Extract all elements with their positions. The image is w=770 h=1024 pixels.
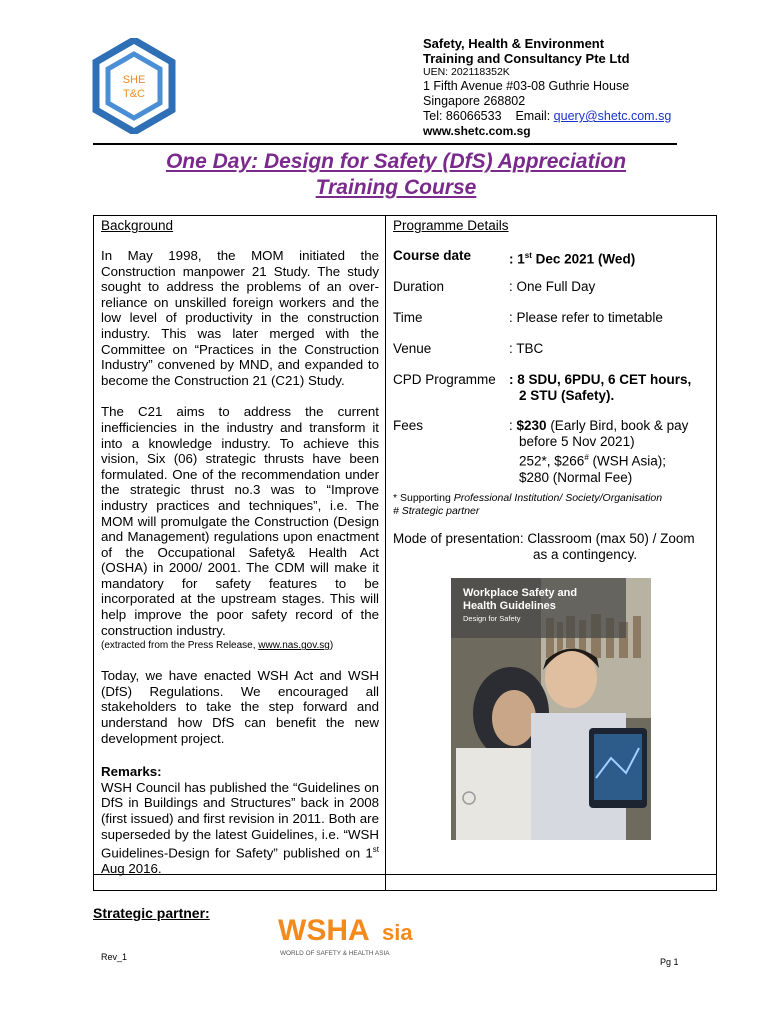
document-title	[93, 149, 699, 201]
row-fees	[393, 418, 723, 484]
table-border-left	[93, 215, 94, 891]
press-release-note	[101, 640, 379, 652]
wsh-asia-logo	[278, 910, 430, 958]
remarks-end: Aug 2016.	[101, 861, 162, 877]
background-heading: Background	[101, 218, 174, 233]
footnote1-prefix: * Supporting	[393, 492, 454, 504]
header-divider	[93, 143, 677, 145]
cpd-line2: 2 STU (Safety).	[519, 388, 615, 403]
table-border-top	[93, 215, 717, 216]
book-title-line1: Workplace Safety and	[463, 587, 578, 599]
venue-value: : TBC	[509, 341, 544, 356]
wsh-logo-sia: sia	[382, 920, 413, 945]
page-number: Pg 1	[660, 957, 679, 967]
company-website[interactable]: www.shetc.com.sg	[423, 124, 531, 138]
duration-value: : One Full Day	[509, 279, 596, 294]
course-date-value	[509, 248, 719, 268]
mode-line2: as a contingency.	[533, 547, 638, 562]
cpd-line1: : 8 SDU, 6PDU, 6 CET hours,	[509, 372, 692, 387]
footnotes	[393, 492, 723, 518]
course-date-rest: Dec 2021 (Wed)	[531, 251, 636, 267]
note-prefix: (extracted from the Press Release,	[101, 640, 259, 652]
company-contact	[423, 109, 723, 124]
company-info	[423, 36, 723, 139]
title-line1: One Day: Design for Safety (DfS) Appreciation	[165, 150, 627, 173]
remarks-body: WSH Council has published the “Guidelines on DfS in Buildings and Structures” back in 2008 (first issued) and first revision in 2011. Both are superseded by the latest Guidelines, i.e. “WSH Guidelines-Design for Safety” published on 1	[101, 779, 379, 861]
logo-text-tc: T&C	[123, 88, 145, 100]
time-value: : Please refer to timetable	[509, 310, 663, 325]
fees-line3a: 252*, $266	[519, 453, 585, 469]
email-link[interactable]: query@shetc.com.sg	[553, 109, 672, 123]
company-address2: Singapore 268802	[423, 94, 526, 108]
revision-label: Rev_1	[101, 952, 128, 962]
fees-line3-sup: #	[584, 453, 589, 462]
duration-label: Duration	[393, 279, 445, 294]
course-date-sup: st	[524, 251, 532, 260]
venue-label: Venue	[393, 341, 432, 356]
background-section	[101, 248, 379, 877]
company-name-line1: Safety, Health & Environment	[423, 36, 605, 51]
book-subtitle: Design for Safety	[463, 614, 521, 623]
strategic-partner-label: Strategic partner:	[93, 905, 210, 921]
footnote1-italic: Professional Institution/ Society/Organisation	[453, 492, 663, 504]
course-date-prefix: : 1	[509, 251, 525, 267]
cpd-value	[509, 372, 719, 404]
note-suffix: )	[329, 640, 334, 652]
company-tel: Tel: 86066533	[423, 109, 502, 123]
nas-link[interactable]: www.nas.gov.sg	[258, 640, 330, 652]
remarks-heading: Remarks:	[101, 764, 162, 780]
time-label: Time	[393, 310, 423, 325]
background-para2: The C21 aims to address the current inefficiencies in the industry and transform it into a knowledge industry. To achieve this vision, Six (06) strategic thrusts have been formulated. One of the recommendation under the strategic thrust no.3 was to “Improve industry practices and techniques”, i.e. The MOM will promulgate the Construction (Design and Management) regulations upon enactment of the Occupational Safety& Health Act (OSHA) in 2000/ 2001. The CDM will make it mandatory for safety features to be incorporated at the upstream stages. This will help improve the poor safety record of the construction industry.	[101, 404, 379, 638]
wsh-logo-tagline: WORLD OF SAFETY & HEALTH ASIA	[280, 950, 390, 957]
course-date-label: Course date	[393, 248, 472, 263]
email-label: Email:	[515, 109, 551, 123]
background-para3: Today, we have enacted WSH Act and WSH (DfS) Regulations. We encouraged all stakeholders to take the step forward and understand how DfS can benefit the new development project.	[101, 668, 379, 746]
company-name-line2: Training and Consultancy Pte Ltd	[423, 51, 630, 66]
fees-prefix: :	[509, 418, 517, 433]
remarks-text	[101, 780, 379, 877]
wsh-logo-main: WSHA	[278, 914, 370, 947]
fees-line2: before 5 Nov 2021)	[519, 434, 635, 449]
table-border-bottom	[93, 890, 717, 891]
footnote2: # Strategic partner	[393, 505, 480, 517]
background-para1: In May 1998, the MOM initiated the Construction manpower 21 Study. The study sought to address the problems of an over-reliance on unskilled foreign workers and the low level of productivity in the construction industry. This was later merged with the Committee on “Practices in the Construction Industry” convened by MND, and expanded to become the Construction 21 (C21) Study.	[101, 248, 379, 388]
book-title-line2: Health Guidelines	[463, 600, 556, 612]
mode-line1: Mode of presentation: Classroom (max 50) / Zoom	[393, 531, 695, 546]
cpd-label: CPD Programme	[393, 372, 496, 387]
table-column-divider	[385, 215, 386, 891]
remarks-sup: st	[372, 845, 379, 855]
fees-line3b: (WSH Asia);	[588, 453, 667, 469]
guidelines-cover-image	[451, 578, 651, 840]
programme-heading: Programme Details	[393, 218, 509, 233]
fees-value	[509, 418, 719, 486]
fees-label: Fees	[393, 418, 424, 433]
fees-line4: $280 (Normal Fee)	[519, 469, 633, 485]
fees-line1: (Early Bird, book & pay	[546, 418, 689, 433]
row-cpd	[393, 372, 723, 406]
title-line2: Training Course	[315, 176, 477, 199]
fees-early-bird-price: $230	[516, 418, 547, 433]
company-uen: UEN: 202118352K	[423, 66, 510, 78]
company-address1: 1 Fifth Avenue #03-08 Guthrie House	[423, 79, 630, 93]
mode-of-presentation	[393, 531, 723, 563]
she-tc-logo	[92, 38, 176, 134]
logo-text-she: SHE	[122, 74, 146, 86]
